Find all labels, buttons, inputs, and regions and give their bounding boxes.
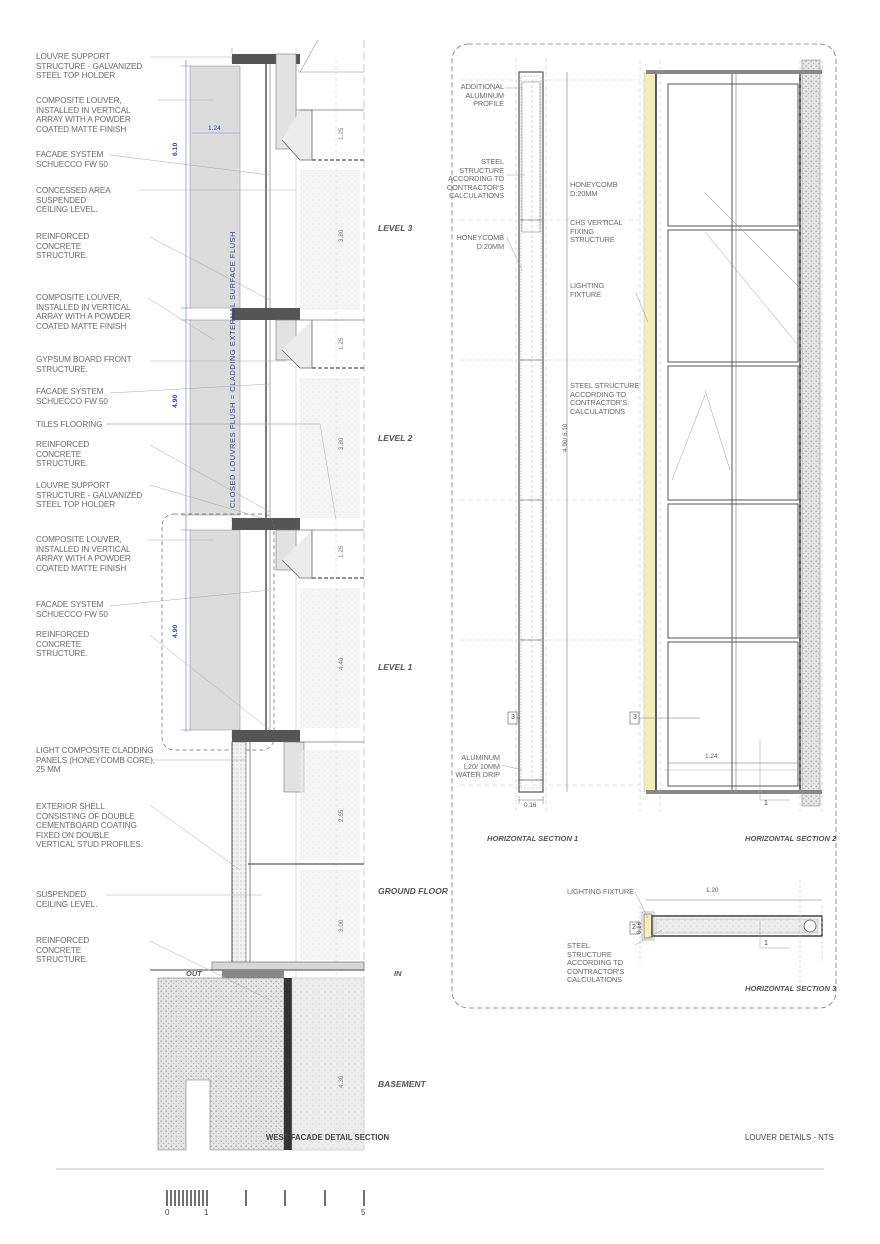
dim-interior-9: 4.30 bbox=[338, 1075, 345, 1088]
label-concessed-area: CONCESSED AREA SUSPENDED CEILING LEVEL. bbox=[36, 186, 111, 215]
dim-1-24: 1.24 bbox=[208, 125, 221, 132]
horizontal-section-2 bbox=[630, 60, 822, 812]
dim-interior-6: 4.40 bbox=[338, 657, 345, 670]
label-reinforced-concrete-gf: REINFORCED CONCRETE STRUCTURE. bbox=[36, 936, 90, 965]
dim-interior-4: 3.80 bbox=[338, 437, 345, 450]
label-tiles-flooring: TILES FLOORING bbox=[36, 420, 103, 429]
hs2-lighting-fixture: LIGHTING FIXTURE bbox=[570, 281, 605, 299]
horizontal-section-3 bbox=[630, 880, 822, 990]
louver-details-frame bbox=[452, 44, 836, 1008]
hs1-honeycomb: HONEYCOMB D:20MM bbox=[456, 233, 504, 251]
label-composite-louver-3: COMPOSITE LOUVER, INSTALLED IN VERTICAL ARRAY WITH A POWDER COATED MATTE FINISH bbox=[36, 96, 131, 134]
label-composite-louver-1: COMPOSITE LOUVER, INSTALLED IN VERTICAL ARRAY WITH A POWDER COATED MATTE FINISH bbox=[36, 535, 131, 573]
caption-horizontal-section-2: HORIZONTAL SECTION 2 bbox=[745, 834, 837, 843]
hs2-tag-3: 3 bbox=[633, 714, 637, 721]
hs3-tag-2: 2 bbox=[632, 924, 636, 931]
hs1-dim-width: 0.16 bbox=[524, 802, 537, 809]
scale-label-1: 1 bbox=[204, 1208, 209, 1217]
hs1-additional-aluminum: ADDITIONAL ALUMINUM PROFILE bbox=[460, 82, 504, 109]
label-facade-system-1: FACADE SYSTEM SCHUECCO FW 50 bbox=[36, 600, 108, 619]
hs2-steel-structure: STEEL STRUCTURE ACCORDING TO CONTRACTOR'S CALCULATIONS bbox=[570, 381, 640, 416]
level-2-marker: LEVEL 2 bbox=[378, 433, 413, 443]
dim-6-10: 6.10 bbox=[172, 142, 179, 156]
label-louvre-support-top: LOUVRE SUPPORT STRUCTURE - GALVANIZED STEEL TOP HOLDER bbox=[36, 52, 143, 81]
in-marker: IN bbox=[394, 969, 402, 978]
hs1-dim-height: 4.90/ 6.10 bbox=[562, 423, 569, 452]
title-west-facade-detail: WEST FACADE DETAIL SECTION bbox=[266, 1133, 390, 1142]
hs3-dim-width: 1.20 bbox=[706, 887, 719, 894]
label-reinforced-concrete-1: REINFORCED CONCRETE STRUCTURE. bbox=[36, 630, 90, 659]
label-reinforced-concrete-2: REINFORCED CONCRETE STRUCTURE. bbox=[36, 440, 90, 469]
dim-interior-1: 1.25 bbox=[338, 127, 345, 140]
hs3-lighting-fixture: LIGHTING FIXTURE bbox=[567, 887, 634, 896]
cladding-flush-note: CLOSED LOUVRES FLUSH = CLADDING EXTERNAL SURFACE FLUSH bbox=[228, 230, 237, 508]
scale-label-5: 5 bbox=[361, 1208, 366, 1217]
dim-interior-3: 1.25 bbox=[338, 337, 345, 350]
hs1-aluminum-drip: ALUMINUM L20/ 10MM WATER DRIP bbox=[455, 753, 500, 780]
label-facade-system-3: FACADE SYSTEM SCHUECCO FW 50 bbox=[36, 150, 108, 169]
level-1-marker: LEVEL 1 bbox=[378, 662, 413, 672]
dim-interior-5: 1.25 bbox=[338, 545, 345, 558]
basement-marker: BASEMENT bbox=[378, 1079, 426, 1089]
west-facade-section bbox=[106, 40, 364, 1150]
hs2-honeycomb: HONEYCOMB D:20MM bbox=[570, 180, 618, 198]
dim-interior-2: 3.80 bbox=[338, 229, 345, 242]
label-light-composite-cladding: LIGHT COMPOSITE CLADDING PANELS (HONEYCOMB CORE), 25 MM bbox=[36, 746, 155, 775]
label-suspended-ceiling: SUSPENDED CEILING LEVEL. bbox=[36, 890, 98, 909]
label-composite-louver-2: COMPOSITE LOUVER, INSTALLED IN VERTICAL ARRAY WITH A POWDER COATED MATTE FINISH bbox=[36, 293, 131, 331]
caption-horizontal-section-3: HORIZONTAL SECTION 3 bbox=[745, 984, 837, 993]
hs1-tag-3: 3 bbox=[511, 714, 515, 721]
title-louver-details: LOUVER DETAILS - NTS bbox=[745, 1133, 834, 1142]
dim-4-90-lower: 4.90 bbox=[172, 624, 179, 638]
label-gypsum-board: GYPSUM BOARD FRONT STRUCTURE. bbox=[36, 355, 132, 374]
ground-floor-marker: GROUND FLOOR bbox=[378, 886, 448, 896]
caption-horizontal-section-1: HORIZONTAL SECTION 1 bbox=[487, 834, 579, 843]
hs2-dim-width: 1.24 bbox=[705, 753, 718, 760]
hs1-steel-structure: STEEL STRUCTURE ACCORDING TO CONTRACTOR'S CALCULATIONS bbox=[446, 157, 504, 201]
hs2-tag-1: 1 bbox=[764, 800, 768, 807]
scale-label-0: 0 bbox=[165, 1208, 170, 1217]
label-louvre-support-mid: LOUVRE SUPPORT STRUCTURE - GALVANIZED STEEL TOP HOLDER bbox=[36, 481, 143, 510]
hs3-steel-structure: STEEL STRUCTURE ACCORDING TO CONTRACTOR'S CALCULATIONS bbox=[567, 941, 625, 985]
dim-interior-7: 2.65 bbox=[338, 809, 345, 822]
label-facade-system-2: FACADE SYSTEM SCHUECCO FW 50 bbox=[36, 387, 108, 406]
label-reinforced-concrete-3: REINFORCED CONCRETE STRUCTURE. bbox=[36, 232, 90, 261]
dim-4-90-upper: 4.90 bbox=[172, 394, 179, 408]
hs3-tag-1: 1 bbox=[764, 940, 768, 947]
dim-interior-8: 3.00 bbox=[338, 919, 345, 932]
hs2-chs-vertical: CHS VERTICAL FIXING STRUCTURE bbox=[570, 218, 623, 245]
out-marker: OUT bbox=[186, 969, 202, 978]
level-3-marker: LEVEL 3 bbox=[378, 223, 413, 233]
scale-bar bbox=[167, 1190, 364, 1206]
hs3-dim-depth: 0.16 bbox=[636, 921, 643, 934]
label-exterior-shell: EXTERIOR SHELL CONSISTING OF DOUBLE CEMENTBOARD COATING FIXED ON DOUBLE VERTICAL STUD PROFILES. bbox=[36, 802, 143, 850]
